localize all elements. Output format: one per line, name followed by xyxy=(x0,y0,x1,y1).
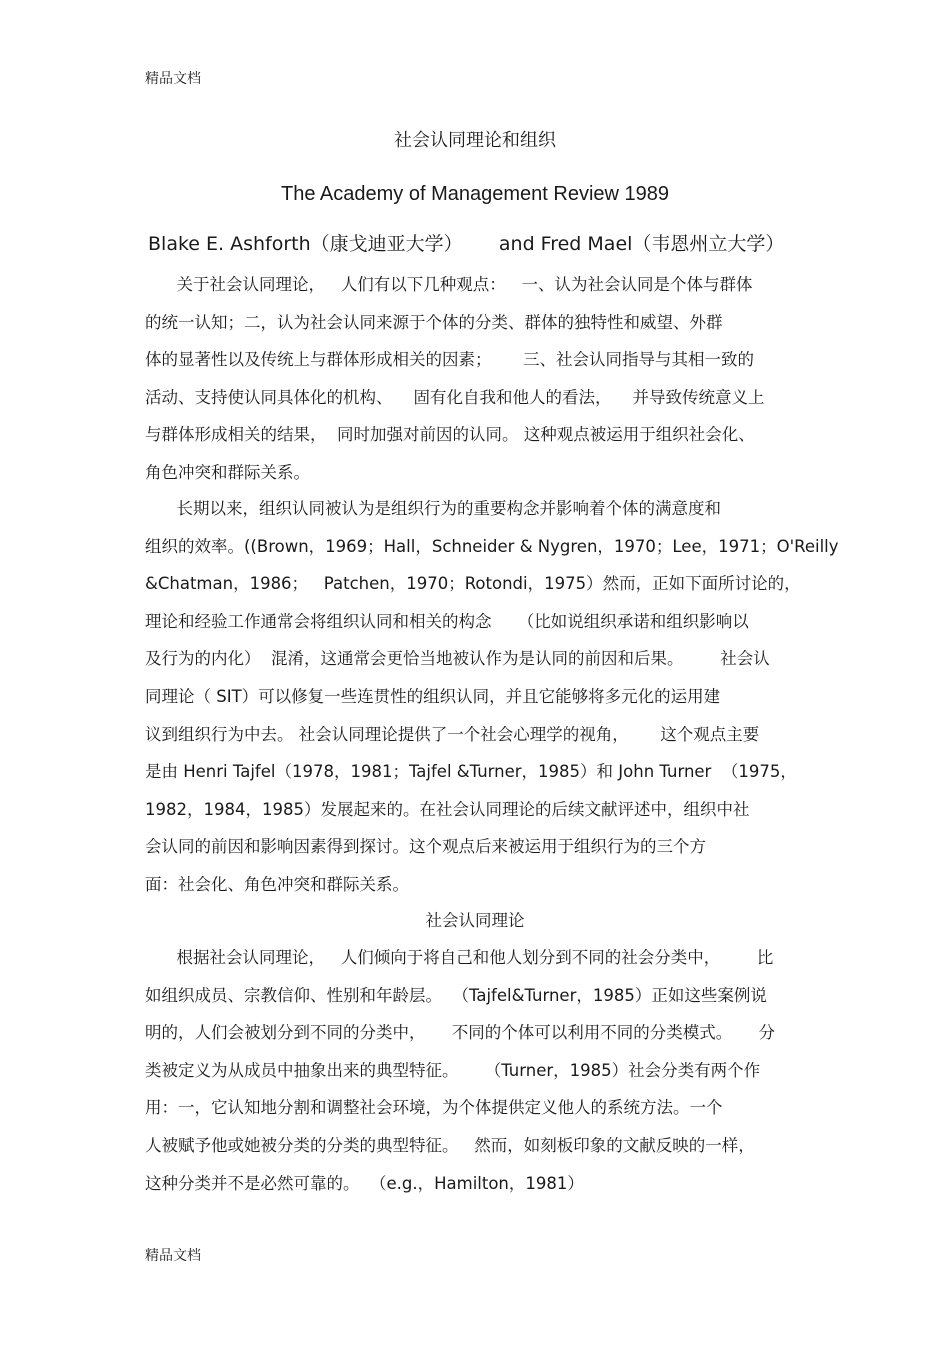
text-line: 关于社会认同理论， 人们有以下几种观点： 一、认为社会认同是个体与群体 xyxy=(145,275,753,294)
text-line: 会认同的前因和影响因素得到探讨。这个观点后来被运用于组织行为的三个方 xyxy=(145,837,706,857)
text-line: 1982，1984，1985）发展起来的。在社会认同理论的后续文献评述中，组织中社 xyxy=(145,799,750,819)
text-line: 用：一，它认知地分割和调整社会环境，为个体提供定义他人的系统方法。一个 xyxy=(145,1098,723,1118)
text-line: 类被定义为从成员中抽象出来的典型特征。 （Turner，1985）社会分类有两个作 xyxy=(145,1060,761,1080)
authors-line: Blake E. Ashforth（康戈迪亚大学） and Fred Mael（韦恩州立大学） xyxy=(148,233,785,255)
journal-line: The Academy of Management Review 1989 xyxy=(281,183,669,205)
text-line: 是由 Henri Tajfel（1978，1981；Tajfel &Turner，1985）和 John Turner （1975， xyxy=(145,762,797,782)
page-header-mark: 精品文档 xyxy=(145,71,201,87)
section-heading: 社会认同理论 xyxy=(425,911,525,930)
document-title: 社会认同理论和组织 xyxy=(394,130,556,151)
text-line: 这种分类并不是必然可靠的。 （e.g.，Hamilton，1981） xyxy=(145,1173,584,1193)
paragraph-theory xyxy=(145,939,815,1202)
text-line: 体的显著性以及传统上与群体形成相关的因素； 三、社会认同指导与其相一致的 xyxy=(145,350,754,370)
text-line: 议到组织行为中去。 社会认同理论提供了一个社会心理学的视角， 这个观点主要 xyxy=(145,724,760,744)
text-line: 与群体形成相关的结果， 同时加强对前因的认同。 这种观点被运用于组织社会化、 xyxy=(145,425,755,445)
text-line: 及行为的内化） 混淆，这通常会更恰当地被认作为是认同的前因和后果。 社会认 xyxy=(145,649,770,669)
text-line: 面：社会化、角色冲突和群际关系。 xyxy=(145,874,409,894)
paragraph-background xyxy=(145,490,839,904)
text-line: 的统一认知；二，认为社会认同来源于个体的分类、群体的独特性和威望、外群 xyxy=(145,312,723,332)
text-line: 活动、支持使认同具体化的机构、 固有化自我和他人的看法， 并导致传统意义上 xyxy=(145,387,765,407)
text-line: 人被赋予他或她被分类的分类的典型特征。 然而，如刻板印象的文献反映的一样， xyxy=(145,1135,755,1155)
text-line: 角色冲突和群际关系。 xyxy=(145,462,310,482)
text-line: 如组织成员、宗教信仰、性别和年龄层。 （Tajfel&Turner，1985）正如这些案例说 xyxy=(145,985,767,1005)
text-line: 组织的效率。((Brown，1969；Hall，Schneider & Nygren，1970；Lee，1971；O'Reilly xyxy=(145,536,839,556)
text-line: 明的，人们会被划分到不同的分类中， 不同的个体可以利用不同的分类模式。 分 xyxy=(145,1023,775,1043)
paragraph-intro xyxy=(145,266,815,492)
page-footer-mark: 精品文档 xyxy=(145,1248,201,1264)
text-line: 同理论（ SIT）可以修复一些连贯性的组织认同，并且它能够将多元化的运用建 xyxy=(145,686,721,706)
text-line: 根据社会认同理论， 人们倾向于将自己和他人划分到不同的社会分类中， 比 xyxy=(145,948,774,967)
text-line: 长期以来，组织认同被认为是组织行为的重要构念并影响着个体的满意度和 xyxy=(145,499,721,518)
text-line: &Chatman，1986； Patchen，1970；Rotondi，1975）然而，正如下面所讨论的， xyxy=(145,574,801,594)
text-line: 理论和经验工作通常会将组织认同和相关的构念 （比如说组织承诺和组织影响以 xyxy=(145,611,749,631)
